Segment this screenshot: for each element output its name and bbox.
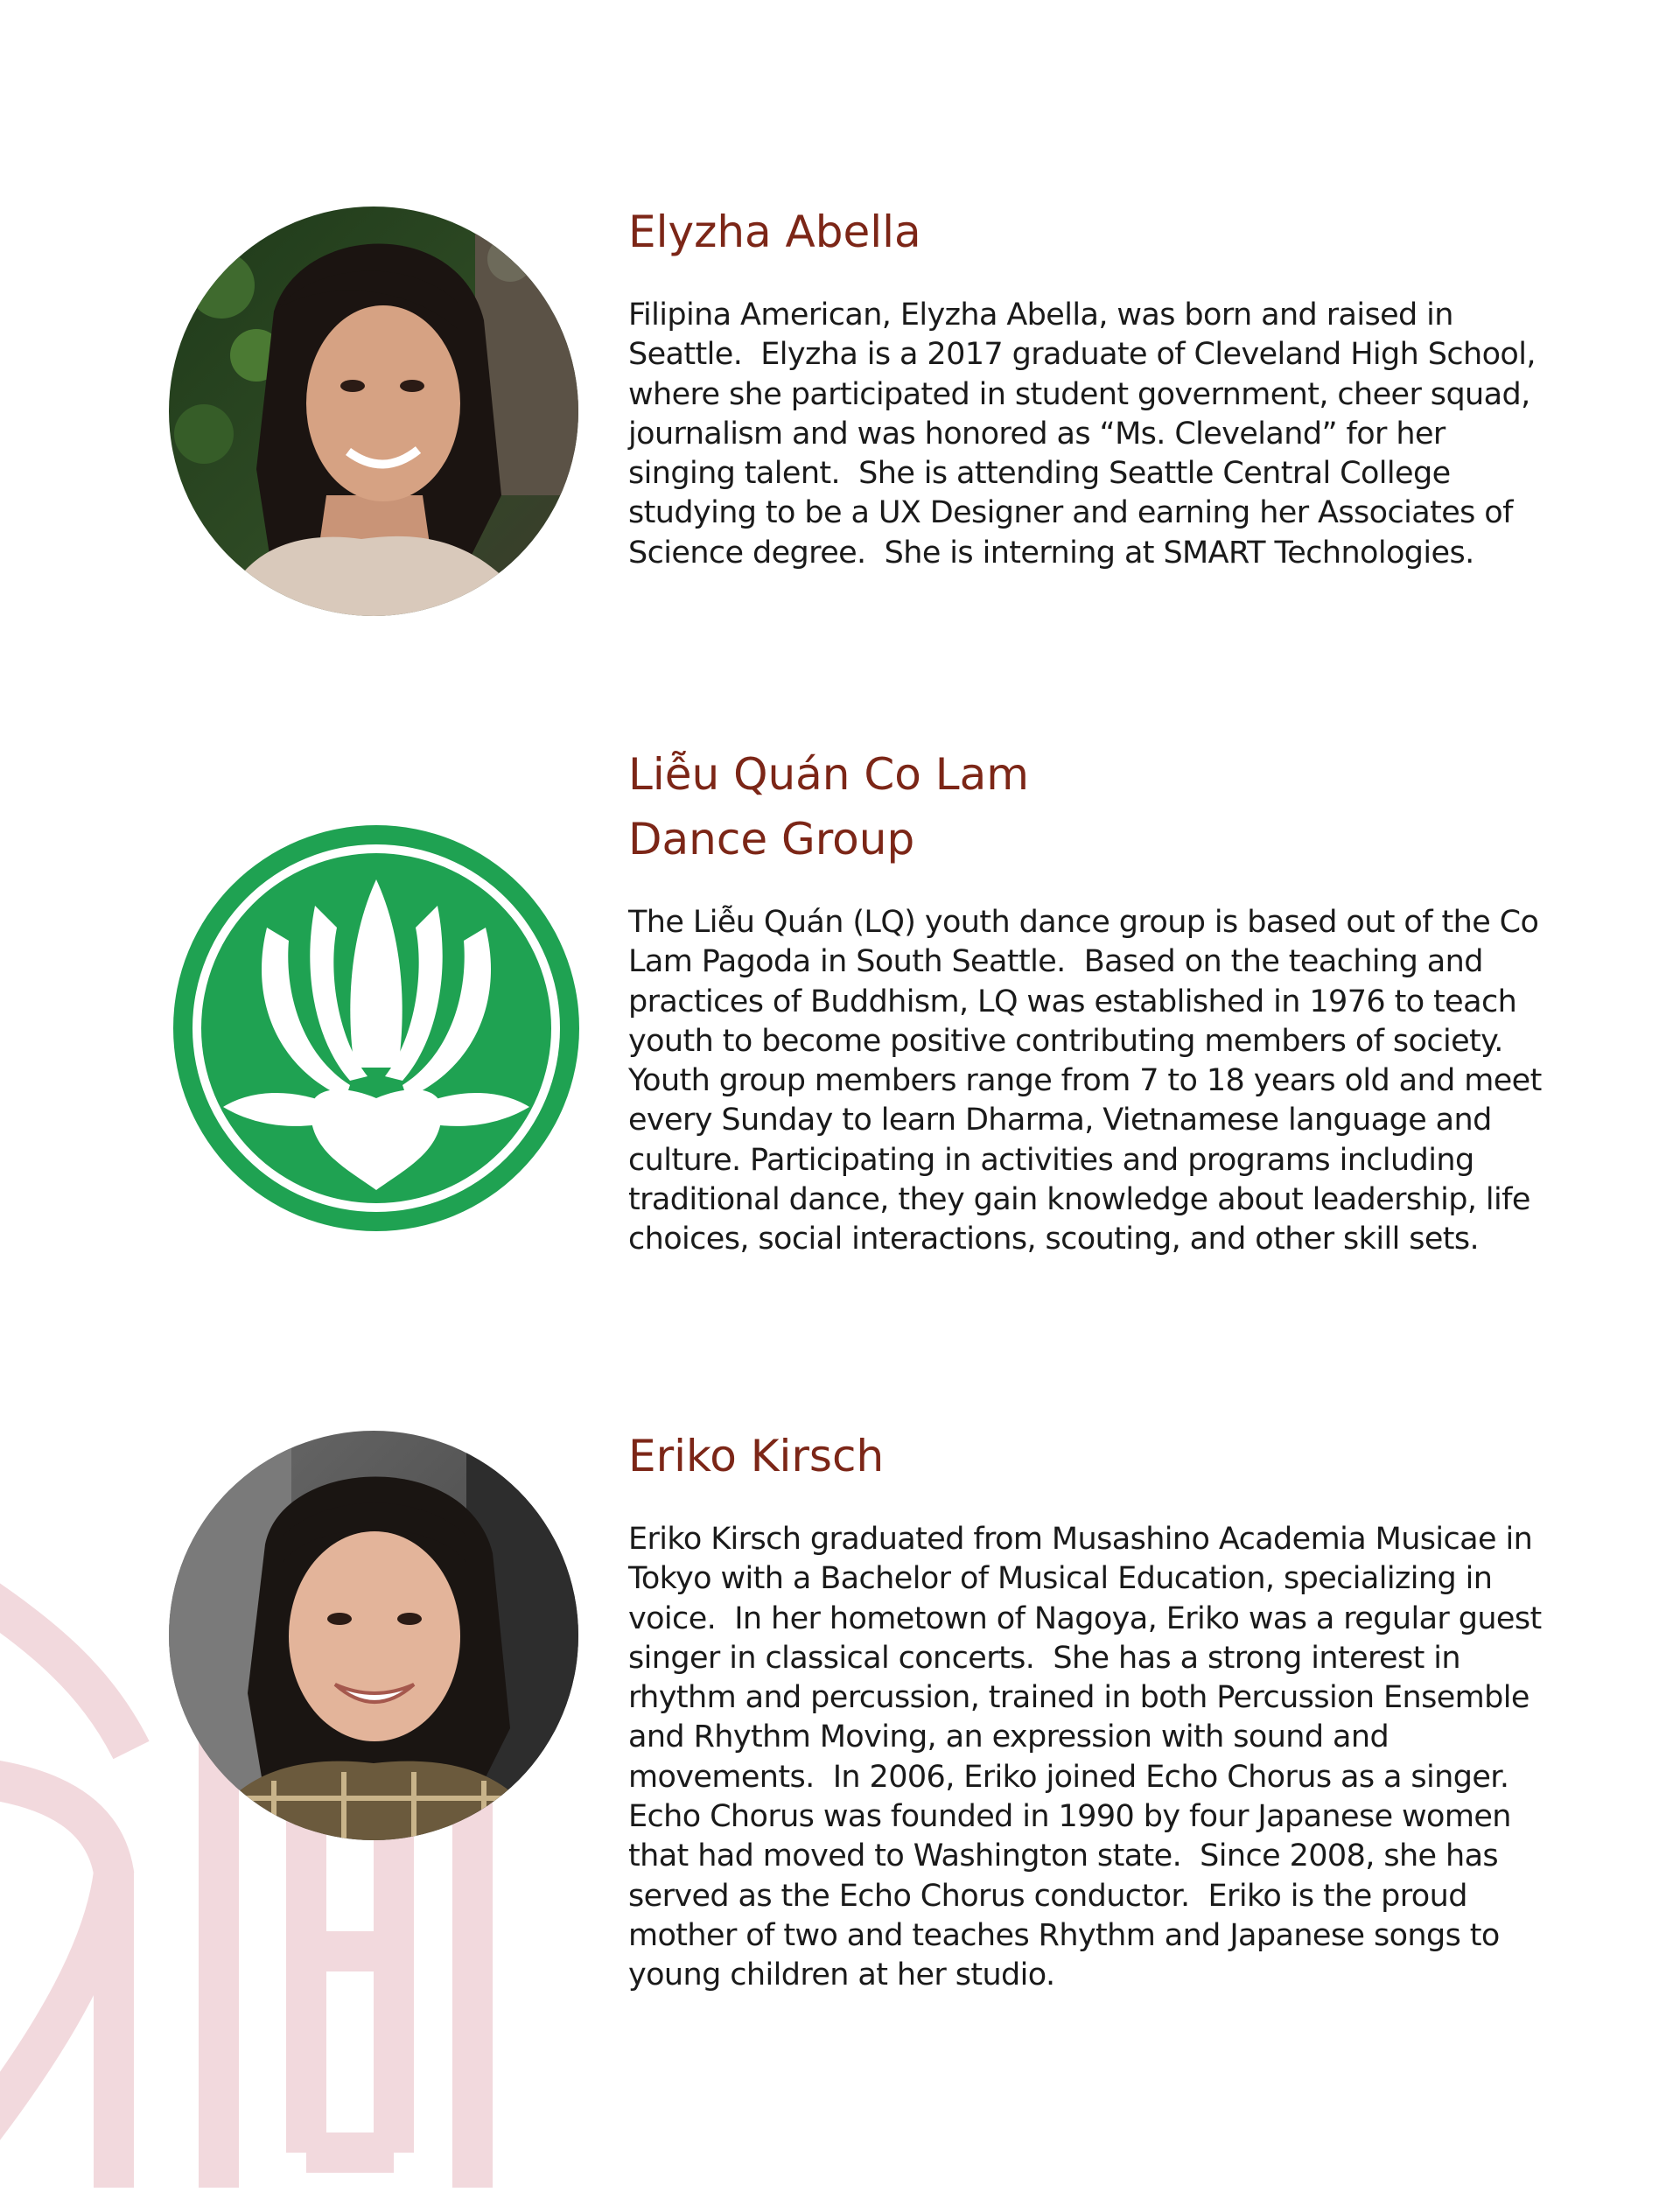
bio-line: voice. In her hometown of Nagoya, Eriko was a regular guest [628, 1600, 1542, 1636]
bio-paragraph [628, 296, 1591, 573]
portrait-photo [169, 1431, 578, 1840]
lotus-logo-icon [171, 823, 582, 1234]
bio-line: Echo Chorus was founded in 1990 by four Japanese women [628, 1799, 1511, 1835]
bio-line: Filipina American, Elyzha Abella, was born and raised in [628, 298, 1453, 333]
bio-line: Youth group members range from 7 to 18 years old and meet [628, 1063, 1542, 1099]
bio-line: mother of two and teaches Rhythm and Japanese songs to [628, 1917, 1500, 1953]
name-line: Eriko Kirsch [628, 1431, 885, 1481]
portrait-photo [169, 207, 578, 616]
bio-line: Seattle. Elyzha is a 2017 graduate of Cleveland High School, [628, 337, 1536, 373]
bio-line: rhythm and percussion, trained in both Percussion Ensemble [628, 1680, 1530, 1716]
name-line: Dance Group [628, 814, 915, 865]
bio-line: served as the Echo Chorus conductor. Eriko is the proud [628, 1878, 1467, 1914]
bio-line: The Liễu Quán (LQ) youth dance group is based out of the Co [628, 905, 1539, 940]
name-line: Liễu Quán Co Lam [628, 749, 1029, 800]
bio-line: singing talent. She is attending Seattle Central College [628, 456, 1451, 492]
name-line: Elyzha Abella [628, 207, 921, 257]
group-name [628, 742, 1591, 872]
bio-line: choices, social interactions, scouting, and other skill sets. [628, 1222, 1480, 1257]
bio-line: Tokyo with a Bachelor of Musical Education, specializing in [628, 1561, 1493, 1597]
bio-line: movements. In 2006, Eriko joined Echo Chorus as a singer. [628, 1759, 1509, 1795]
bio-line: singer in classical concerts. She has a strong interest in [628, 1640, 1460, 1676]
bio-line: youth to become positive contributing members of society. [628, 1023, 1503, 1059]
bio-line: Science degree. She is interning at SMART Technologies. [628, 535, 1474, 571]
bio-line: Eriko Kirsch graduated from Musashino Academia Musicae in [628, 1522, 1533, 1557]
bio-paragraph [628, 1520, 1591, 1996]
bio-line: where she participated in student government, cheer squad, [628, 376, 1530, 412]
bio-line: young children at her studio. [628, 1957, 1055, 1993]
bio-line: practices of Buddhism, LQ was established in 1976 to teach [628, 984, 1517, 1019]
bio-line: culture. Participating in activities and programs including [628, 1142, 1474, 1178]
bio-line: every Sunday to learn Dharma, Vietnamese language and [628, 1103, 1492, 1138]
bio-line: journalism and was honored as “Ms. Cleveland” for her [628, 416, 1446, 452]
bio-line: traditional dance, they gain knowledge about leadership, life [628, 1182, 1530, 1218]
bio-line: Lam Pagoda in South Seattle. Based on the teaching and [628, 944, 1483, 980]
bio-paragraph [628, 903, 1591, 1260]
bio-line: studying to be a UX Designer and earning her Associates of [628, 495, 1513, 531]
person-name [628, 200, 1591, 264]
bio-line: that had moved to Washington state. Since 2008, she has [628, 1838, 1499, 1874]
person-name [628, 1424, 1591, 1488]
bio-line: and Rhythm Moving, an expression with sound and [628, 1719, 1390, 1755]
